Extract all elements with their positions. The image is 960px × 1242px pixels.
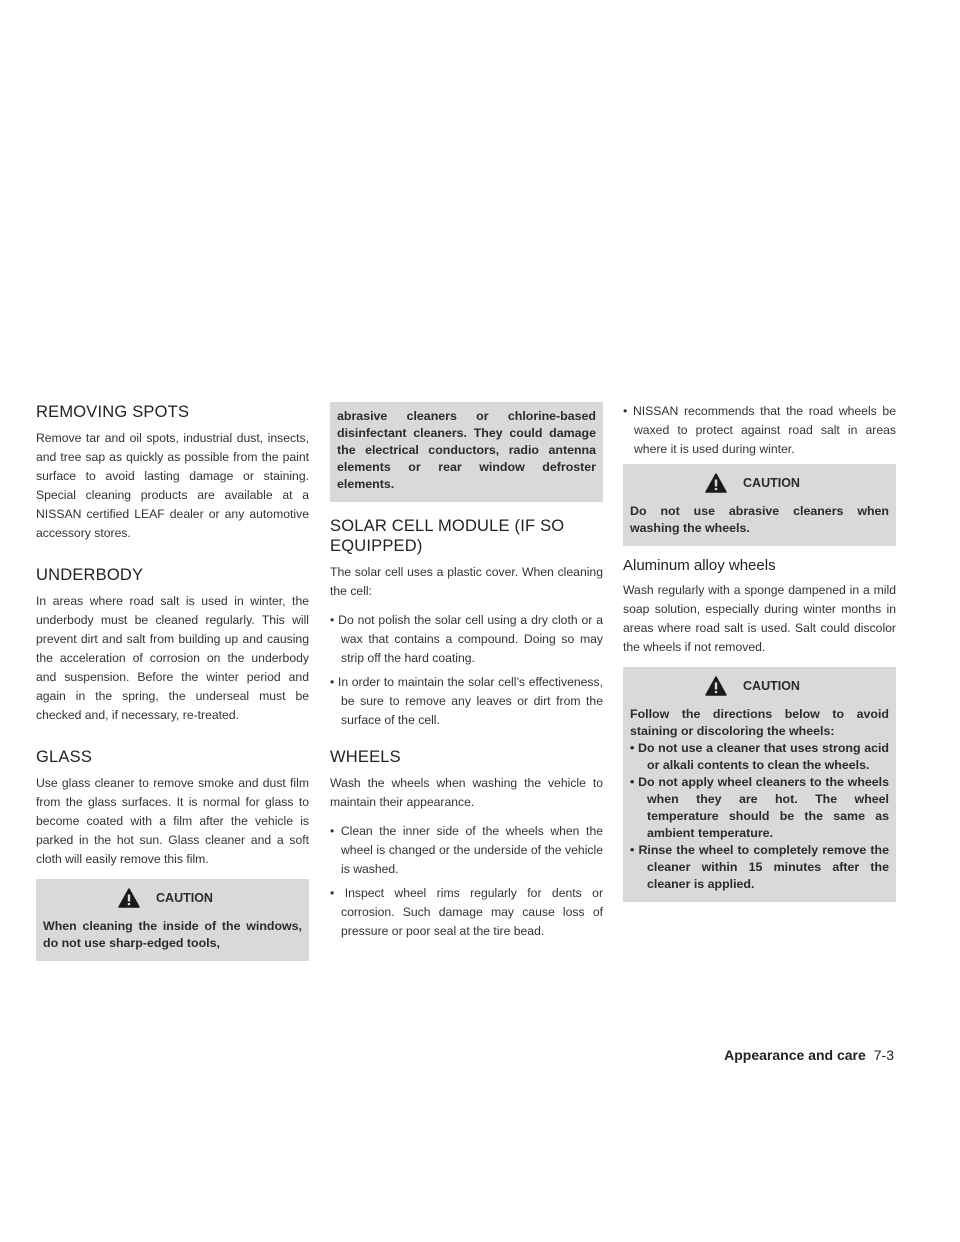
column-1 bbox=[36, 402, 309, 971]
caution-title: CAUTION bbox=[743, 679, 800, 693]
wheels-bullet-2: • Inspect wheel rims regularly for dents or corrosion. Such damage may cause loss of pressure or poor seal at the tire bead. bbox=[330, 886, 603, 938]
warning-triangle-icon bbox=[118, 888, 140, 908]
section-name: Appearance and care bbox=[724, 1047, 866, 1063]
wheels-intro: Wash the wheels when washing the vehicle to maintain their appearance. bbox=[330, 776, 603, 809]
warning-triangle-icon bbox=[705, 676, 727, 696]
caution-title: CAUTION bbox=[156, 891, 213, 905]
solar-bullet-1: • Do not polish the solar cell using a dry cloth or a wax that contains a compound. Doing so may strip off the hard coating. bbox=[330, 613, 603, 665]
warning-triangle-icon bbox=[705, 473, 727, 493]
heading-glass: GLASS bbox=[36, 748, 93, 766]
caution-text-continued: abrasive cleaners or chlorine-based disinfectant cleaners. They could damage the electrical conductors, radio antenna elements or rear window defroster elements. bbox=[337, 409, 596, 491]
heading-removing-spots: REMOVING SPOTS bbox=[36, 403, 190, 421]
removing-spots-text: Remove tar and oil spots, industrial dust, insects, and tree sap as quickly as possible from the paint surface to avoid lasting damage or staining. Special cleaning products are available at a NISSAN certified LEAF dealer or any automotive accessory stores. bbox=[36, 431, 309, 540]
solar-intro: The solar cell uses a plastic cover. When cleaning the cell: bbox=[330, 565, 603, 598]
caution-title: CAUTION bbox=[743, 476, 800, 490]
caution-bullet-1: • Do not use a cleaner that uses strong acid or alkali contents to clean the wheels. bbox=[630, 741, 889, 772]
underbody-text: In areas where road salt is used in winter, the underbody must be cleaned regularly. This will prevent dirt and salt from building up and causing the acceleration of corrosion on the underbody and suspension. Before the winter period and again in the spring, the underseal must be checked and, if necessary, re-treated. bbox=[36, 594, 309, 722]
caution-box-glass bbox=[36, 879, 309, 961]
heading-underbody: UNDERBODY bbox=[36, 566, 144, 584]
glass-text: Use glass cleaner to remove smoke and dust film from the glass surfaces. It is normal for glass to become coated with a film after the vehicle is parked in the hot sun. Glass cleaner and a soft cloth will easily remove this film. bbox=[36, 776, 309, 866]
caution-bullet-2: • Do not apply wheel cleaners to the wheels when they are hot. The wheel temperature should be the same as ambient temperature. bbox=[630, 775, 889, 840]
caution-text: When cleaning the inside of the windows, do not use sharp-edged tools, bbox=[43, 919, 302, 950]
wheels-bullet-1: • Clean the inner side of the wheels when the wheel is changed or the underside of the vehicle is washed. bbox=[330, 824, 603, 876]
column-2 bbox=[330, 402, 603, 946]
caution-intro: Follow the directions below to avoid staining or discoloring the wheels: bbox=[630, 707, 889, 738]
heading-wheels: WHEELS bbox=[330, 748, 401, 766]
solar-bullet-2: • In order to maintain the solar cell’s effectiveness, be sure to remove any leaves or dirt from the surface of the cell. bbox=[330, 675, 603, 727]
alloy-text: Wash regularly with a sponge dampened in a mild soap solution, especially during winter months in areas where road salt is used. Salt could discolor the wheels if not removed. bbox=[623, 583, 896, 654]
caution-box-continued bbox=[330, 402, 603, 502]
heading-solar-cell: SOLAR CELL MODULE (IF SO EQUIPPED) bbox=[330, 517, 565, 555]
caution-box-alloy bbox=[623, 667, 896, 902]
column-3 bbox=[623, 402, 896, 912]
heading-aluminum-alloy-wheels: Aluminum alloy wheels bbox=[623, 557, 776, 574]
caution-text: Do not use abrasive cleaners when washing the wheels. bbox=[630, 504, 889, 535]
caution-box-wheels bbox=[623, 464, 896, 546]
page-footer bbox=[724, 1047, 894, 1063]
caution-bullet-3: • Rinse the wheel to completely remove the cleaner within 15 minutes after the cleaner is applied. bbox=[630, 843, 889, 891]
page-number: 7-3 bbox=[873, 1047, 894, 1063]
wax-bullet: • NISSAN recommends that the road wheels be waxed to protect against road salt in areas where it is used during winter. bbox=[623, 404, 896, 456]
